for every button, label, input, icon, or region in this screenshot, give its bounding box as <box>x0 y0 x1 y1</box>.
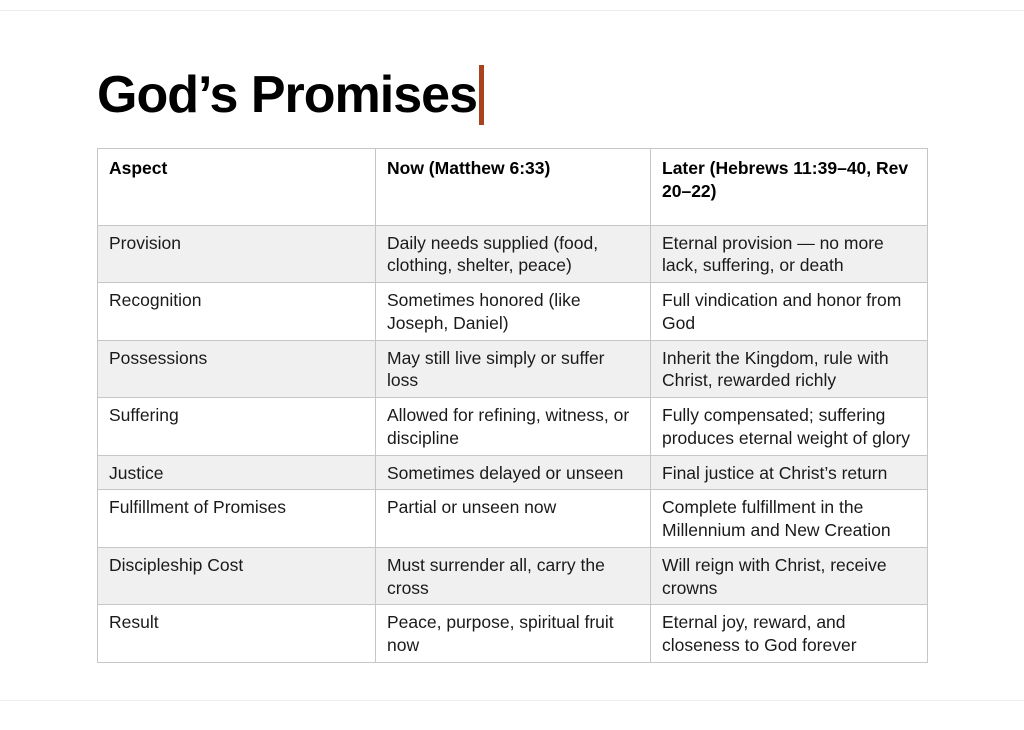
document-title[interactable]: God’s Promises <box>97 66 477 124</box>
table-cell[interactable]: Daily needs supplied (food, clothing, shelter, peace) <box>376 225 651 283</box>
table-cell[interactable]: Eternal provision — no more lack, suffering, or death <box>651 225 928 283</box>
title-block <box>97 62 484 128</box>
table-cell[interactable]: Complete fulfillment in the Millennium and New Creation <box>651 490 928 548</box>
table-cell[interactable]: Discipleship Cost <box>98 547 376 605</box>
comparison-table <box>97 148 928 663</box>
table-cell[interactable]: Suffering <box>98 398 376 456</box>
table-cell[interactable]: Must surrender all, carry the cross <box>376 547 651 605</box>
table-cell[interactable]: Fulfillment of Promises <box>98 490 376 548</box>
header-row <box>98 149 928 226</box>
text-cursor <box>479 65 484 125</box>
table-cell[interactable]: Peace, purpose, spiritual fruit now <box>376 605 651 663</box>
table-cell[interactable]: Allowed for refining, witness, or discipline <box>376 398 651 456</box>
table-cell[interactable]: Eternal joy, reward, and closeness to God forever <box>651 605 928 663</box>
slide-bottom-edge <box>0 700 1024 701</box>
table-row <box>98 225 928 283</box>
column-header-later[interactable]: Later (Hebrews 11:39–40, Rev 20–22) <box>651 149 928 226</box>
table-cell[interactable]: Final justice at Christ’s return <box>651 455 928 490</box>
table-row <box>98 283 928 341</box>
table-cell[interactable]: Will reign with Christ, receive crowns <box>651 547 928 605</box>
table-row <box>98 398 928 456</box>
table-cell[interactable]: Justice <box>98 455 376 490</box>
table-cell[interactable]: Inherit the Kingdom, rule with Christ, rewarded richly <box>651 340 928 398</box>
table-cell[interactable]: Fully compensated; suffering produces eternal weight of glory <box>651 398 928 456</box>
slide-top-edge <box>0 10 1024 11</box>
table-cell[interactable]: May still live simply or suffer loss <box>376 340 651 398</box>
table-cell[interactable]: Sometimes delayed or unseen <box>376 455 651 490</box>
table-cell[interactable]: Partial or unseen now <box>376 490 651 548</box>
table-row <box>98 490 928 548</box>
column-header-aspect[interactable]: Aspect <box>98 149 376 226</box>
table-cell[interactable]: Result <box>98 605 376 663</box>
table-row <box>98 547 928 605</box>
table-row <box>98 605 928 663</box>
table-cell[interactable]: Possessions <box>98 340 376 398</box>
table-cell[interactable]: Provision <box>98 225 376 283</box>
table-cell[interactable]: Full vindication and honor from God <box>651 283 928 341</box>
table-cell[interactable]: Recognition <box>98 283 376 341</box>
column-header-now[interactable]: Now (Matthew 6:33) <box>376 149 651 226</box>
table-row <box>98 455 928 490</box>
table-cell[interactable]: Sometimes honored (like Joseph, Daniel) <box>376 283 651 341</box>
table-row <box>98 340 928 398</box>
